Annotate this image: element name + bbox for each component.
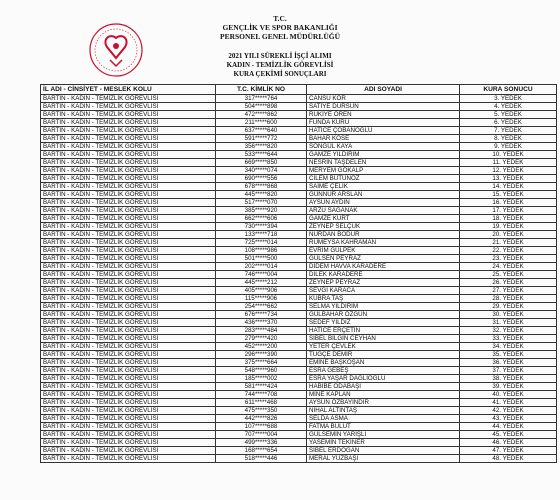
cell-id-no: 445*****820 (216, 191, 307, 199)
cell-result: 47. YEDEK (460, 447, 557, 455)
table-row (41, 111, 557, 119)
table-row (41, 335, 557, 343)
table-row (41, 399, 557, 407)
cell-id-no: 637*****640 (216, 127, 307, 135)
cell-province: BARTIN - KADIN - TEMİZLİK GÖREVLİSİ (41, 375, 216, 383)
table-row (41, 191, 557, 199)
cell-name: RUKİYE ÖREN (307, 111, 460, 119)
cell-result: 20. YEDEK (460, 231, 557, 239)
table-row (41, 279, 557, 287)
cell-id-no: 548*****960 (216, 367, 307, 375)
cell-result: 6. YEDEK (460, 119, 557, 127)
cell-result: 11. YEDEK (460, 159, 557, 167)
cell-province: BARTIN - KADIN - TEMİZLİK GÖREVLİSİ (41, 183, 216, 191)
table-row (41, 415, 557, 423)
table-row (41, 343, 557, 351)
table-row (41, 215, 557, 223)
cell-result: 27. YEDEK (460, 287, 557, 295)
cell-result: 44. YEDEK (460, 423, 557, 431)
table-row (41, 143, 557, 151)
cell-name: EVRİM GÜLPEK (307, 247, 460, 255)
column-header-name: ADI SOYADI (307, 85, 460, 95)
cell-name: ZEYNEP PEYRAZ (307, 279, 460, 287)
table-row (41, 199, 557, 207)
cell-id-no: 436*****370 (216, 319, 307, 327)
cell-province: BARTIN - KADIN - TEMİZLİK GÖREVLİSİ (41, 271, 216, 279)
cell-id-no: 340*****074 (216, 167, 307, 175)
cell-id-no: 185*****002 (216, 375, 307, 383)
table-header-row (41, 85, 557, 95)
table-row (41, 327, 557, 335)
cell-province: BARTIN - KADIN - TEMİZLİK GÖREVLİSİ (41, 335, 216, 343)
cell-province: BARTIN - KADIN - TEMİZLİK GÖREVLİSİ (41, 391, 216, 399)
header-line-6: KURA ÇEKİMİ SONUÇLARI (233, 70, 327, 78)
table-row (41, 367, 557, 375)
cell-province: BARTIN - KADIN - TEMİZLİK GÖREVLİSİ (41, 199, 216, 207)
table-row (41, 383, 557, 391)
cell-name: SAİME ÇELİK (307, 183, 460, 191)
table-row (41, 407, 557, 415)
cell-result: 42. YEDEK (460, 407, 557, 415)
cell-result: 46. YEDEK (460, 439, 557, 447)
cell-id-no: 475*****350 (216, 407, 307, 415)
cell-name: ESRA YAŞAR DAĞLIOĞLU (307, 375, 460, 383)
cell-id-no: 108*****986 (216, 247, 307, 255)
cell-province: BARTIN - KADIN - TEMİZLİK GÖREVLİSİ (41, 415, 216, 423)
table-row (41, 231, 557, 239)
cell-name: SELMA YILDIRIM (307, 303, 460, 311)
cell-result: 8. YEDEK (460, 135, 557, 143)
cell-result: 17. YEDEK (460, 207, 557, 215)
cell-id-no: 591*****772 (216, 135, 307, 143)
cell-name: AYSUN AYDIN (307, 199, 460, 207)
cell-name: SEDEF YILDIZ (307, 319, 460, 327)
table-row (41, 271, 557, 279)
table-row (41, 295, 557, 303)
table-row (41, 431, 557, 439)
cell-id-no: 707*****004 (216, 431, 307, 439)
cell-id-no: 211*****600 (216, 119, 307, 127)
cell-id-no: 296*****390 (216, 351, 307, 359)
table-row (41, 439, 557, 447)
cell-id-no: 283*****484 (216, 327, 307, 335)
table-row (41, 319, 557, 327)
table-row (41, 287, 557, 295)
cell-name: HABİBE ODABAŞI (307, 383, 460, 391)
cell-result: 16. YEDEK (460, 199, 557, 207)
table-row (41, 135, 557, 143)
table-row (41, 359, 557, 367)
table-row (41, 303, 557, 311)
header-line-1: T.C. (273, 14, 287, 23)
cell-result: 12. YEDEK (460, 167, 557, 175)
cell-name: ZEYNEP SELÇUK (307, 223, 460, 231)
column-header-province: İL ADI - CİNSİYET - MESLEK KOLU (41, 85, 216, 95)
cell-name: AYSUN ÖZBAYINDIR (307, 399, 460, 407)
cell-province: BARTIN - KADIN - TEMİZLİK GÖREVLİSİ (41, 111, 216, 119)
cell-id-no: 581*****424 (216, 383, 307, 391)
table-row (41, 375, 557, 383)
cell-id-no: 202*****014 (216, 263, 307, 271)
cell-province: BARTIN - KADIN - TEMİZLİK GÖREVLİSİ (41, 431, 216, 439)
table-row (41, 223, 557, 231)
cell-name: GÜLBAHAR ÖZGÜN (307, 311, 460, 319)
table-row (41, 423, 557, 431)
cell-result: 37. YEDEK (460, 367, 557, 375)
table-row (41, 391, 557, 399)
cell-name: MERAL YÜZBAŞI (307, 455, 460, 463)
cell-id-no: 499*****336 (216, 439, 307, 447)
table-row (41, 247, 557, 255)
cell-result: 22. YEDEK (460, 247, 557, 255)
header-line-5: KADIN - TEMİZLİK GÖREVLİSİ (226, 61, 334, 69)
results-table (40, 84, 557, 463)
cell-result: 33. YEDEK (460, 335, 557, 343)
cell-result: 34. YEDEK (460, 343, 557, 351)
cell-result: 25. YEDEK (460, 271, 557, 279)
table-row (41, 183, 557, 191)
cell-id-no: 504*****898 (216, 103, 307, 111)
cell-name: GAMZE YILDIRIM (307, 151, 460, 159)
cell-name: GÜLSEN PEYRAZ (307, 255, 460, 263)
table-row (41, 455, 557, 463)
cell-id-no: 107*****688 (216, 423, 307, 431)
cell-result: 30. YEDEK (460, 311, 557, 319)
cell-province: BARTIN - KADIN - TEMİZLİK GÖREVLİSİ (41, 223, 216, 231)
cell-result: 41. YEDEK (460, 399, 557, 407)
cell-id-no: 744*****708 (216, 391, 307, 399)
cell-province: BARTIN - KADIN - TEMİZLİK GÖREVLİSİ (41, 255, 216, 263)
cell-name: NİHAL ALTINTAŞ (307, 407, 460, 415)
cell-result: 48. YEDEK (460, 455, 557, 463)
cell-province: BARTIN - KADIN - TEMİZLİK GÖREVLİSİ (41, 303, 216, 311)
cell-result: 28. YEDEK (460, 295, 557, 303)
cell-province: BARTIN - KADIN - TEMİZLİK GÖREVLİSİ (41, 319, 216, 327)
cell-province: BARTIN - KADIN - TEMİZLİK GÖREVLİSİ (41, 135, 216, 143)
cell-province: BARTIN - KADIN - TEMİZLİK GÖREVLİSİ (41, 239, 216, 247)
cell-result: 40. YEDEK (460, 391, 557, 399)
cell-id-no: 317*****764 (216, 95, 307, 103)
cell-name: KÜBRA TAŞ (307, 295, 460, 303)
cell-result: 31. YEDEK (460, 319, 557, 327)
cell-province: BARTIN - KADIN - TEMİZLİK GÖREVLİSİ (41, 215, 216, 223)
cell-province: BARTIN - KADIN - TEMİZLİK GÖREVLİSİ (41, 287, 216, 295)
column-header-result: KURA SONUCU (460, 85, 557, 95)
cell-name: GAMZE KURT (307, 215, 460, 223)
cell-province: BARTIN - KADIN - TEMİZLİK GÖREVLİSİ (41, 247, 216, 255)
cell-result: 29. YEDEK (460, 303, 557, 311)
cell-result: 19. YEDEK (460, 223, 557, 231)
cell-province: BARTIN - KADIN - TEMİZLİK GÖREVLİSİ (41, 351, 216, 359)
table-row (41, 239, 557, 247)
table-row (41, 151, 557, 159)
cell-province: BARTIN - KADIN - TEMİZLİK GÖREVLİSİ (41, 159, 216, 167)
table-row (41, 159, 557, 167)
cell-result: 24. YEDEK (460, 263, 557, 271)
cell-result: 7. YEDEK (460, 127, 557, 135)
cell-province: BARTIN - KADIN - TEMİZLİK GÖREVLİSİ (41, 103, 216, 111)
table-row (41, 175, 557, 183)
cell-id-no: 678*****868 (216, 183, 307, 191)
cell-name: YASEMİN TEKİNER (307, 439, 460, 447)
cell-province: BARTIN - KADIN - TEMİZLİK GÖREVLİSİ (41, 231, 216, 239)
cell-name: NESRİN TAŞDELEN (307, 159, 460, 167)
cell-name: MERYEM GÖKALP (307, 167, 460, 175)
cell-province: BARTIN - KADIN - TEMİZLİK GÖREVLİSİ (41, 175, 216, 183)
cell-province: BARTIN - KADIN - TEMİZLİK GÖREVLİSİ (41, 407, 216, 415)
column-header-id-no: T.C. KİMLİK NO (216, 85, 307, 95)
cell-result: 5. YEDEK (460, 111, 557, 119)
cell-name: RUMEYSA KAHRAMAN (307, 239, 460, 247)
cell-result: 36. YEDEK (460, 359, 557, 367)
cell-id-no: 254*****662 (216, 303, 307, 311)
cell-id-no: 611*****468 (216, 399, 307, 407)
cell-name: SATİYE DURSUN (307, 103, 460, 111)
header-line-3: PERSONEL GENEL MÜDÜRLÜĞÜ (219, 32, 341, 41)
cell-id-no: 518*****446 (216, 455, 307, 463)
cell-id-no: 133*****718 (216, 231, 307, 239)
cell-name: SELDA ASMA (307, 415, 460, 423)
cell-province: BARTIN - KADIN - TEMİZLİK GÖREVLİSİ (41, 359, 216, 367)
cell-province: BARTIN - KADIN - TEMİZLİK GÖREVLİSİ (41, 151, 216, 159)
cell-id-no: 385*****920 (216, 207, 307, 215)
cell-province: BARTIN - KADIN - TEMİZLİK GÖREVLİSİ (41, 399, 216, 407)
cell-name: GÜNNUR ARSLAN (307, 191, 460, 199)
cell-province: BARTIN - KADIN - TEMİZLİK GÖREVLİSİ (41, 439, 216, 447)
table-row (41, 255, 557, 263)
cell-province: BARTIN - KADIN - TEMİZLİK GÖREVLİSİ (41, 367, 216, 375)
cell-name: HATİCE ERÇETİN (307, 327, 460, 335)
cell-province: BARTIN - KADIN - TEMİZLİK GÖREVLİSİ (41, 383, 216, 391)
cell-id-no: 452*****200 (216, 343, 307, 351)
cell-name: FATMA BULUT (307, 423, 460, 431)
cell-result: 32. YEDEK (460, 327, 557, 335)
cell-name: SONGÜL KAYA (307, 143, 460, 151)
cell-name: ESRA GEBEŞ (307, 367, 460, 375)
cell-result: 38. YEDEK (460, 375, 557, 383)
cell-id-no: 375*****664 (216, 359, 307, 367)
cell-name: MİNE KAPLAN (307, 391, 460, 399)
cell-result: 39. YEDEK (460, 383, 557, 391)
cell-id-no: 405*****906 (216, 287, 307, 295)
cell-province: BARTIN - KADIN - TEMİZLİK GÖREVLİSİ (41, 447, 216, 455)
cell-result: 4. YEDEK (460, 103, 557, 111)
cell-name: CANSU KÖR (307, 95, 460, 103)
table-row (41, 119, 557, 127)
cell-name: SİBEL ERDOĞAN (307, 447, 460, 455)
cell-name: YETER ÇEVLEK (307, 343, 460, 351)
cell-id-no: 445*****212 (216, 279, 307, 287)
cell-id-no: 442*****826 (216, 415, 307, 423)
cell-id-no: 676*****734 (216, 311, 307, 319)
table-row (41, 311, 557, 319)
cell-id-no: 662*****606 (216, 215, 307, 223)
cell-province: BARTIN - KADIN - TEMİZLİK GÖREVLİSİ (41, 119, 216, 127)
cell-name: GÜLSEMİN YARIŞLI (307, 431, 460, 439)
cell-province: BARTIN - KADIN - TEMİZLİK GÖREVLİSİ (41, 191, 216, 199)
cell-name: DİDEM HAVVA KARADERE (307, 263, 460, 271)
cell-result: 45. YEDEK (460, 431, 557, 439)
cell-id-no: 746*****004 (216, 271, 307, 279)
cell-result: 13. YEDEK (460, 175, 557, 183)
cell-province: BARTIN - KADIN - TEMİZLİK GÖREVLİSİ (41, 263, 216, 271)
cell-id-no: 517*****070 (216, 199, 307, 207)
cell-name: CİLEM BÜTÜNÖZ (307, 175, 460, 183)
cell-province: BARTIN - KADIN - TEMİZLİK GÖREVLİSİ (41, 143, 216, 151)
cell-name: SEVGİ KARACA (307, 287, 460, 295)
cell-result: 3. YEDEK (460, 95, 557, 103)
table-row (41, 167, 557, 175)
cell-result: 9. YEDEK (460, 143, 557, 151)
cell-result: 26. YEDEK (460, 279, 557, 287)
cell-name: TUĞÇE DEMİR (307, 351, 460, 359)
table-row (41, 447, 557, 455)
table-row (41, 95, 557, 103)
cell-result: 35. YEDEK (460, 351, 557, 359)
table-row (41, 103, 557, 111)
cell-province: BARTIN - KADIN - TEMİZLİK GÖREVLİSİ (41, 95, 216, 103)
table-row (41, 263, 557, 271)
header-line-2: GENÇLİK VE SPOR BAKANLIĞI (222, 23, 338, 32)
cell-id-no: 730*****394 (216, 223, 307, 231)
cell-name: SİBEL BİLGİN CEYHAN (307, 335, 460, 343)
cell-name: DİLEK KARADERE (307, 271, 460, 279)
table-row (41, 207, 557, 215)
cell-result: 23. YEDEK (460, 255, 557, 263)
cell-id-no: 501*****500 (216, 255, 307, 263)
cell-name: HATİCE ÇOBANOĞLU (307, 127, 460, 135)
cell-province: BARTIN - KADIN - TEMİZLİK GÖREVLİSİ (41, 279, 216, 287)
table-row (41, 351, 557, 359)
table-row (41, 127, 557, 135)
cell-result: 21. YEDEK (460, 239, 557, 247)
cell-name: NURDAN BODUR (307, 231, 460, 239)
cell-result: 14. YEDEK (460, 183, 557, 191)
cell-name: FUNDA KURU (307, 119, 460, 127)
table-body (41, 95, 557, 463)
cell-id-no: 356*****820 (216, 143, 307, 151)
cell-province: BARTIN - KADIN - TEMİZLİK GÖREVLİSİ (41, 455, 216, 463)
header-line-4: 2021 YILI SÜREKLİ İŞÇİ ALIMI (228, 52, 332, 60)
cell-province: BARTIN - KADIN - TEMİZLİK GÖREVLİSİ (41, 167, 216, 175)
cell-result: 10. YEDEK (460, 151, 557, 159)
cell-province: BARTIN - KADIN - TEMİZLİK GÖREVLİSİ (41, 343, 216, 351)
cell-id-no: 533*****644 (216, 151, 307, 159)
cell-id-no: 690*****556 (216, 175, 307, 183)
cell-name: BAHAR KÖSE (307, 135, 460, 143)
cell-province: BARTIN - KADIN - TEMİZLİK GÖREVLİSİ (41, 295, 216, 303)
cell-id-no: 279*****420 (216, 335, 307, 343)
cell-id-no: 725*****014 (216, 239, 307, 247)
cell-result: 18. YEDEK (460, 215, 557, 223)
cell-province: BARTIN - KADIN - TEMİZLİK GÖREVLİSİ (41, 127, 216, 135)
cell-result: 43. YEDEK (460, 415, 557, 423)
cell-name: EMİNE BAŞKOŞAN (307, 359, 460, 367)
cell-province: BARTIN - KADIN - TEMİZLİK GÖREVLİSİ (41, 327, 216, 335)
cell-result: 15. YEDEK (460, 191, 557, 199)
cell-id-no: 669*****850 (216, 159, 307, 167)
cell-id-no: 472*****862 (216, 111, 307, 119)
cell-id-no: 115*****906 (216, 295, 307, 303)
cell-province: BARTIN - KADIN - TEMİZLİK GÖREVLİSİ (41, 423, 216, 431)
cell-province: BARTIN - KADIN - TEMİZLİK GÖREVLİSİ (41, 207, 216, 215)
cell-name: ARZU SAĞANAK (307, 207, 460, 215)
cell-id-no: 168*****654 (216, 447, 307, 455)
cell-province: BARTIN - KADIN - TEMİZLİK GÖREVLİSİ (41, 311, 216, 319)
